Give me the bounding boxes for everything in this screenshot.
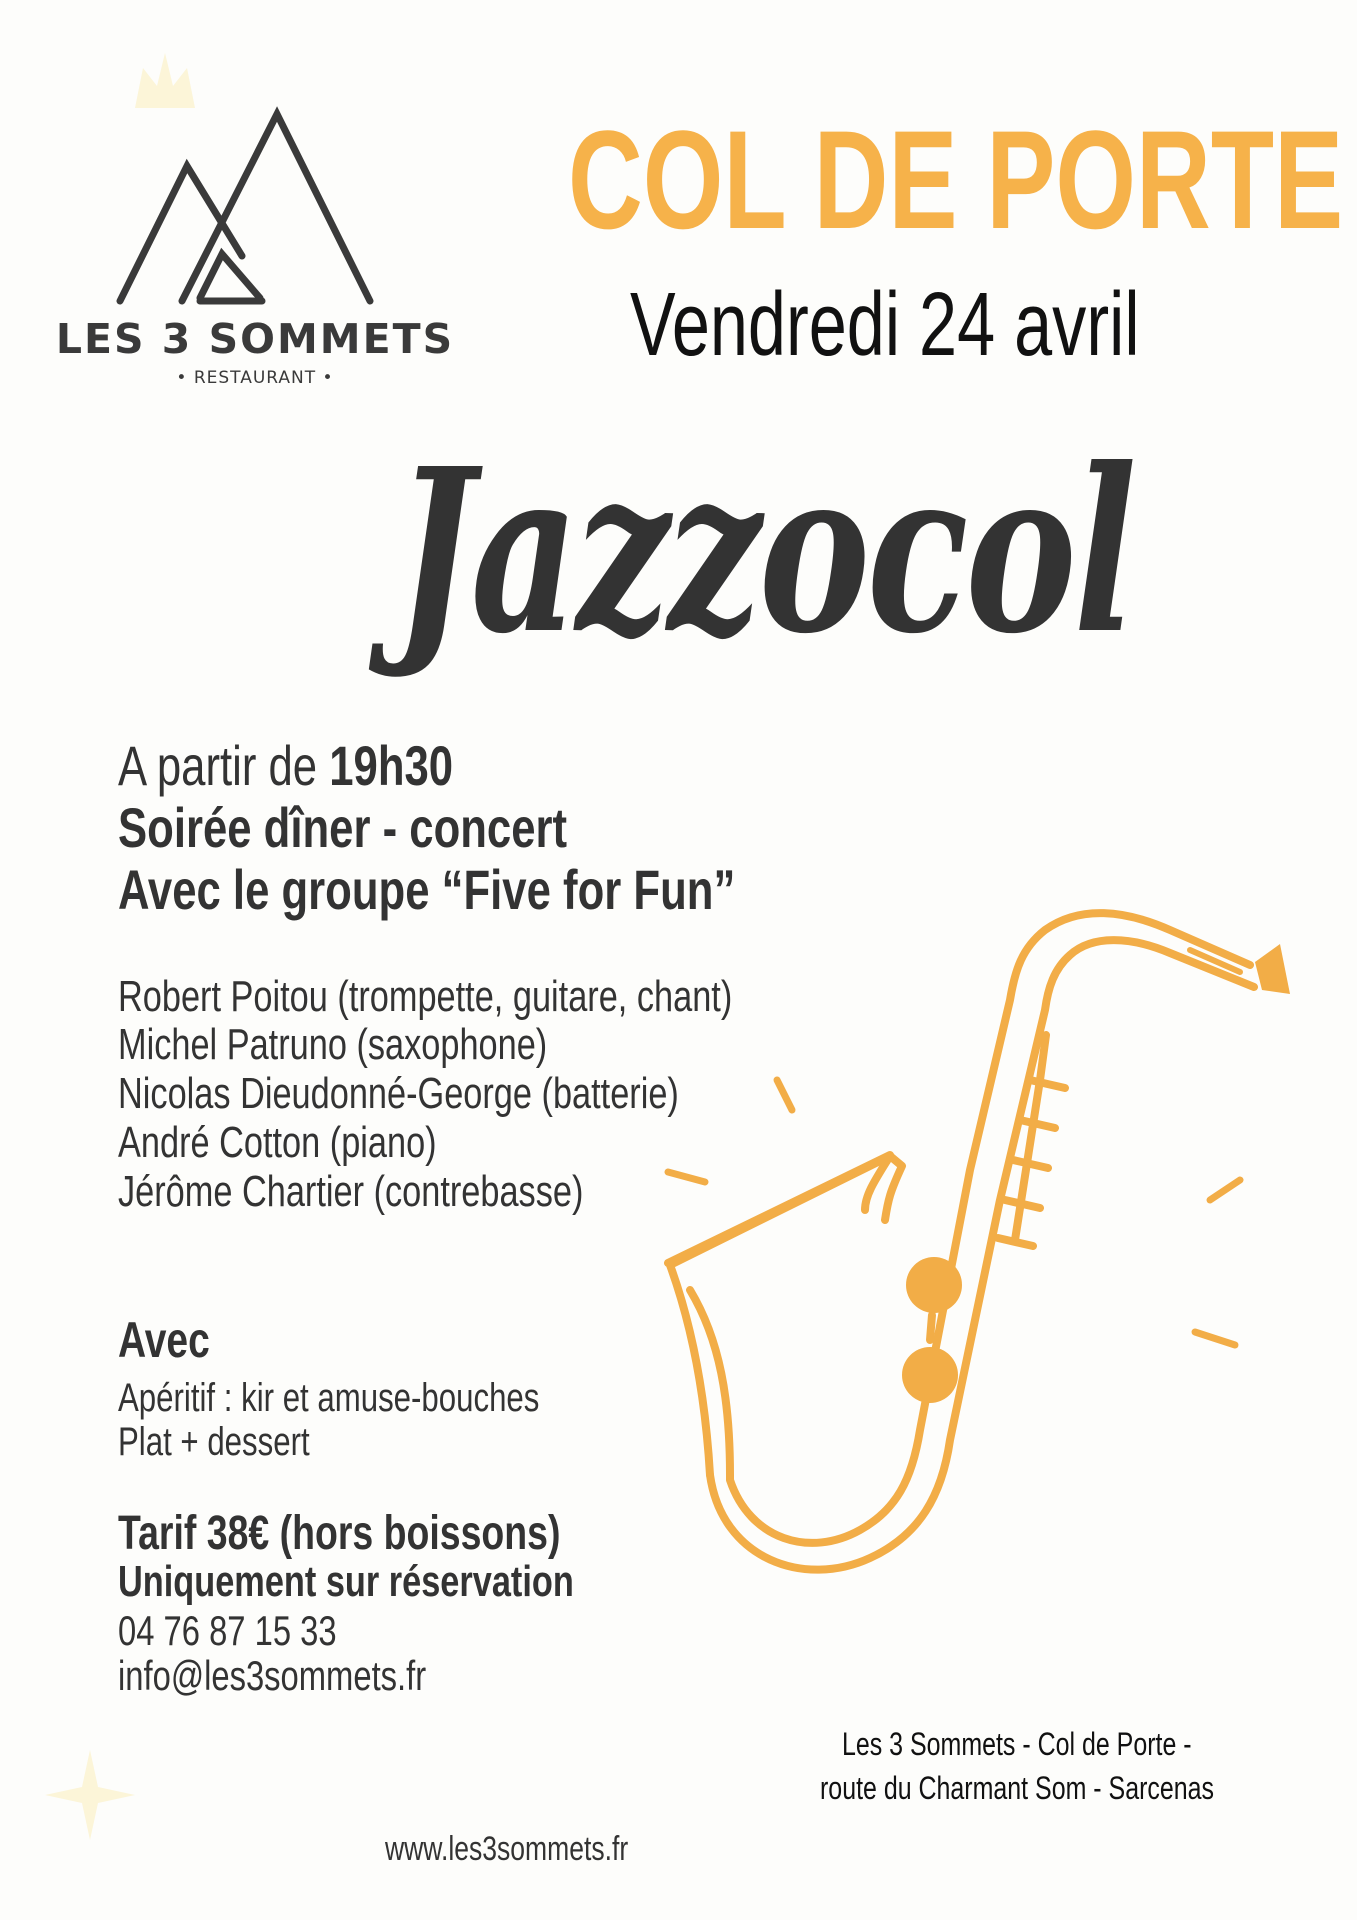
- member-item: André Cotton (piano): [118, 1118, 437, 1167]
- event-title: Jazzocol: [395, 420, 1134, 684]
- phone-number: 04 76 87 15 33: [118, 1607, 337, 1654]
- email-address: info@les3sommets.fr: [118, 1652, 427, 1699]
- time-value: 19h30: [329, 734, 454, 797]
- groupe-line: Avec le groupe “Five for Fun”: [118, 858, 736, 921]
- saxophone-icon: [650, 870, 1330, 1600]
- member-item: Robert Poitou (trompette, guitare, chant): [118, 972, 733, 1021]
- reservation-note: Uniquement sur réservation: [118, 1557, 574, 1606]
- menu-heading: Avec: [118, 1312, 210, 1368]
- mountains-icon: [112, 106, 382, 306]
- logo-subtitle: • RESTAURANT •: [176, 368, 334, 388]
- event-date: Vendredi 24 avril: [630, 275, 1140, 375]
- start-time-line: [118, 734, 454, 797]
- menu-item: Plat + dessert: [118, 1420, 310, 1464]
- address-line-2: route du Charmant Som - Sarcenas: [820, 1770, 1214, 1806]
- soiree-line: Soirée dîner - concert: [118, 796, 568, 859]
- member-item: Nicolas Dieudonné-George (batterie): [118, 1069, 679, 1118]
- location-title: COL DE PORTE: [568, 101, 1344, 258]
- member-item: Jérôme Chartier (contrebasse): [118, 1167, 584, 1216]
- tarif: Tarif 38€ (hors boissons): [118, 1507, 561, 1560]
- menu-item: Apéritif : kir et amuse-bouches: [118, 1376, 540, 1420]
- sparkle-icon: [40, 1745, 140, 1845]
- address-line-1: Les 3 Sommets - Col de Porte -: [842, 1726, 1192, 1762]
- member-item: Michel Patruno (saxophone): [118, 1020, 548, 1069]
- logo-name: LES 3 SOMMETS: [55, 315, 455, 363]
- time-prefix: A partir de: [118, 734, 330, 797]
- sparkle-icon: [125, 48, 205, 118]
- website-url: www.les3sommets.fr: [385, 1830, 629, 1868]
